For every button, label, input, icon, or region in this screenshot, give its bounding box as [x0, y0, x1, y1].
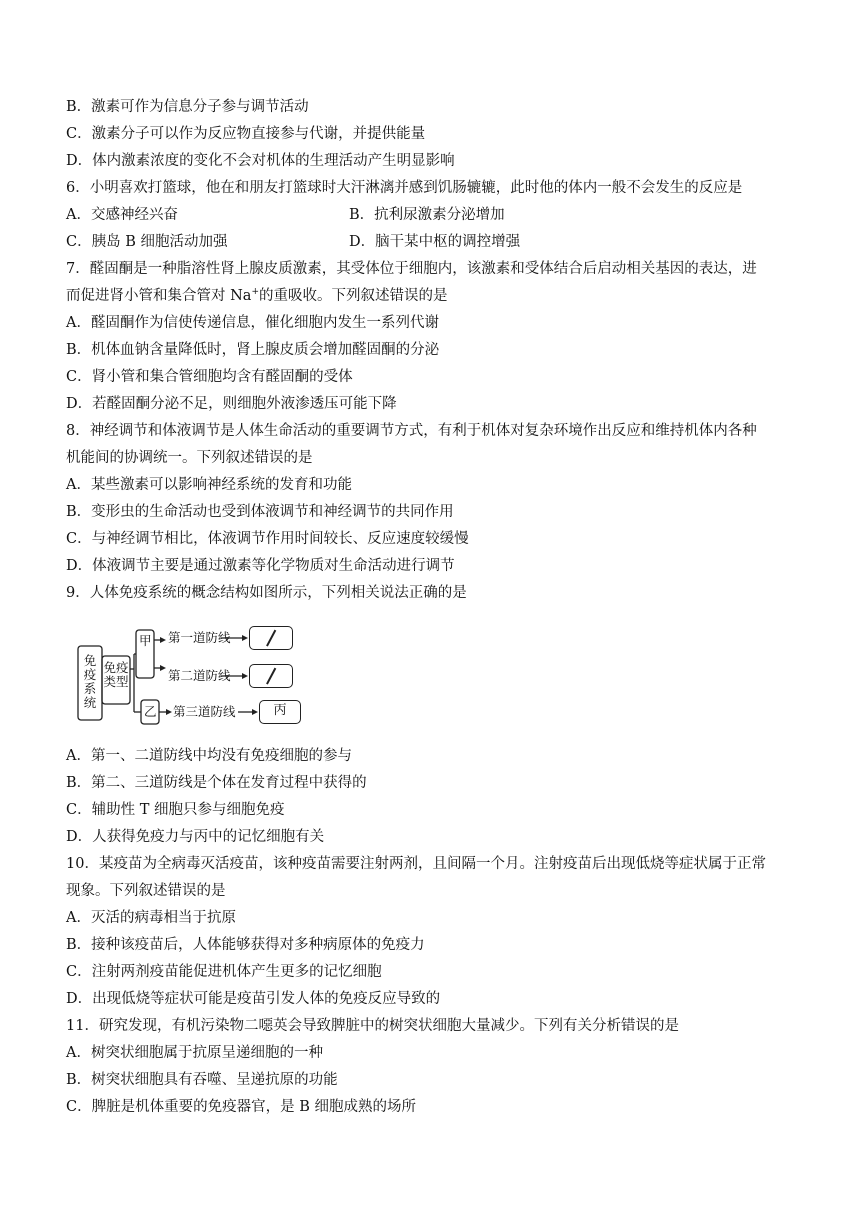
q6-option-b: B．抗利尿激素分泌增加	[349, 207, 505, 223]
q11-option-b: B．树突状细胞具有吞噬、呈递抗原的功能	[66, 1072, 338, 1088]
q8-option-d: D．体液调节主要是通过激素等化学物质对生命活动进行调节	[66, 558, 455, 574]
q10-stem-line-1: 10．某疫苗为全病毒灭活疫苗，该种疫苗需要注射两剂，且间隔一个月。注射疫苗后出现低烧等症状属于正常	[66, 856, 766, 872]
q7-option-c: C．肾小管和集合管细胞均含有醛固酮的受体	[66, 369, 353, 385]
slash-mark	[266, 668, 276, 685]
q5-option-d: D．体内激素浓度的变化不会对机体的生理活动产生明显影响	[66, 153, 455, 169]
bing-box	[259, 700, 301, 724]
q8-stem-line-1: 8．神经调节和体液调节是人体生命活动的重要调节方式，有利于机体对复杂环境作出反应和维持机体内各种	[66, 423, 757, 439]
first-defense-box	[249, 626, 293, 650]
immune-system-label: 免疫系统	[83, 653, 97, 710]
q5-option-c: C．激素分子可以作为反应物直接参与代谢，并提供能量	[66, 126, 426, 142]
third-defense-label: 第三道防线	[173, 704, 236, 719]
q7-stem-text-a: 而促进肾小管和集合管对 Na	[66, 288, 252, 304]
q8-option-a: A．某些激素可以影响神经系统的发育和功能	[66, 477, 352, 493]
jia-label: 甲	[139, 633, 152, 648]
q9-stem: 9．人体免疫系统的概念结构如图所示，下列相关说法正确的是	[66, 585, 467, 601]
second-defense-label: 第二道防线	[168, 668, 231, 683]
q8-option-c: C．与神经调节相比，体液调节作用时间较长、反应速度较缓慢	[66, 531, 469, 547]
q6-options-row-1	[66, 205, 806, 225]
q7-stem-line-2	[66, 286, 806, 306]
q10-option-c: C．注射两剂疫苗能促进机体产生更多的记忆细胞	[66, 964, 382, 980]
immune-system-diagram	[66, 614, 306, 730]
q8-option-b: B．变形虫的生命活动也受到体液调节和神经调节的共同作用	[66, 504, 454, 520]
first-defense-label: 第一道防线	[168, 630, 231, 645]
q6-option-c: C．胰岛 B 细胞活动加强	[66, 234, 228, 250]
q9-option-b: B．第二、三道防线是个体在发育过程中获得的	[66, 775, 367, 791]
q9-option-d: D．人获得免疫力与丙中的记忆细胞有关	[66, 829, 325, 845]
q6-option-a: A．交感神经兴奋	[66, 207, 178, 223]
bing-label: 丙	[273, 703, 287, 718]
q7-option-b: B．机体血钠含量降低时，肾上腺皮质会增加醛固酮的分泌	[66, 342, 440, 358]
q9-option-c: C．辅助性 T 细胞只参与细胞免疫	[66, 802, 285, 818]
immune-type-label: 免疫类型	[103, 660, 129, 689]
slash-mark	[266, 630, 276, 647]
q11-option-a: A．树突状细胞属于抗原呈递细胞的一种	[66, 1045, 323, 1061]
q7-option-d: D．若醛固酮分泌不足，则细胞外液渗透压可能下降	[66, 396, 397, 412]
q7-option-a: A．醛固酮作为信使传递信息，催化细胞内发生一系列代谢	[66, 315, 439, 331]
q8-stem-line-2: 机能间的协调统一。下列叙述错误的是	[66, 450, 313, 466]
q10-stem-line-2: 现象。下列叙述错误的是	[66, 883, 226, 899]
q6-options-row-2	[66, 232, 806, 252]
q10-option-a: A．灭活的病毒相当于抗原	[66, 910, 236, 926]
q11-option-c: C．脾脏是机体重要的免疫器官，是 B 细胞成熟的场所	[66, 1099, 416, 1115]
q5-option-b: B．激素可作为信息分子参与调节活动	[66, 99, 309, 115]
q7-stem-superscript: +	[251, 287, 259, 297]
q7-stem-line-1: 7．醛固酮是一种脂溶性肾上腺皮质激素，其受体位于细胞内，该激素和受体结合后启动相关基因的表达，进	[66, 261, 757, 277]
second-defense-box	[249, 664, 293, 688]
q7-stem-text-b: 的重吸收。下列叙述错误的是	[259, 288, 448, 304]
yi-label: 乙	[144, 704, 157, 719]
q11-stem: 11．研究发现，有机污染物二噁英会导致脾脏中的树突状细胞大量减少。下列有关分析错误的是	[66, 1018, 679, 1034]
q9-option-a: A．第一、二道防线中均没有免疫细胞的参与	[66, 748, 352, 764]
q10-option-b: B．接种该疫苗后，人体能够获得对多种病原体的免疫力	[66, 937, 425, 953]
q10-option-d: D．出现低烧等症状可能是疫苗引发人体的免疫反应导致的	[66, 991, 441, 1007]
q6-stem: 6．小明喜欢打篮球，他在和朋友打篮球时大汗淋漓并感到饥肠辘辘，此时他的体内一般不会发生的反应是	[66, 180, 743, 196]
q6-option-d: D．脑干某中枢的调控增强	[349, 234, 521, 250]
